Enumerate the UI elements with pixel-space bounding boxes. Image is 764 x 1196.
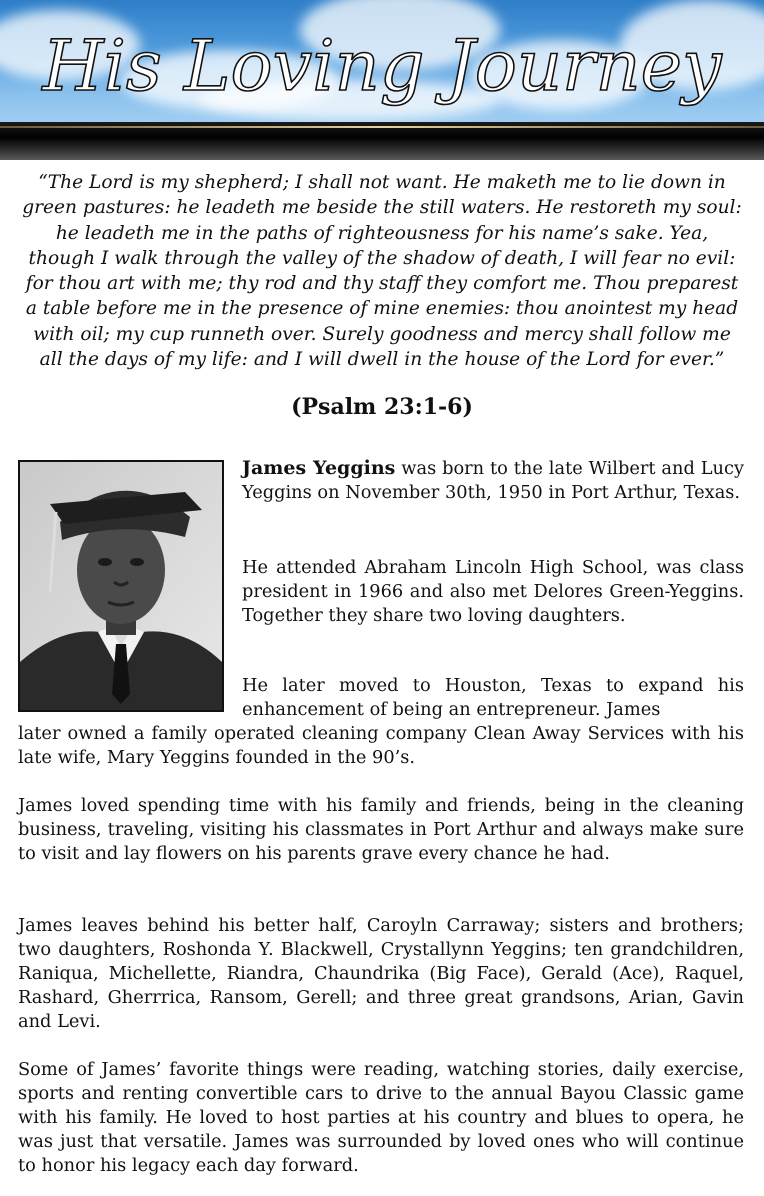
psalm-reference: (Psalm 23:1-6) <box>291 394 473 420</box>
bio-paragraph-1: James Yeggins was born to the late Wilbert and Lucy Yeggins on November 30th, 1950 in Port Arthur, Texas. <box>242 457 745 503</box>
bio-paragraph-3b: later owned a family operated cleaning company Clean Away Services with his late wife, Mary Yeggins founded in the 90’s. <box>18 723 744 768</box>
header-band <box>0 122 764 160</box>
header-title <box>0 8 764 120</box>
bio-paragraph-4: James loved spending time with his family and friends, being in the cleaning business, traveling, visiting his classmates in Port Arthur and always make sure to visit and lay flowers on his parents grave every chance he had. <box>18 795 744 864</box>
deceased-name: James Yeggins <box>242 457 396 479</box>
header-banner <box>0 0 764 160</box>
bio-paragraph-5: James leaves behind his better half, Caroyln Carraway; sisters and brothers; two daughters, Roshonda Y. Blackwell, Crystallynn Yeggins; ten grandchildren, Raniqua, Michellette, Riandra, Chaundrika (Big Face), Gerald (Ace), Raquel, Rashard, Gherrrica, Ransom, Gerell; and three great grandsons, Arian, Gavin and Levi. <box>18 915 744 1032</box>
svg-text:His Loving Journey: His Loving Journey <box>42 25 722 107</box>
bio-paragraph-3a: He later moved to Houston, Texas to expand his enhancement of being an entrepreneur. James <box>242 675 744 720</box>
portrait-photo <box>18 460 224 712</box>
bio-paragraph-6: Some of James’ favorite things were reading, watching stories, daily exercise, sports and renting convertible cars to drive to the annual Bayou Classic game with his family. He loved to host parties at his country and blues to opera, he was just that versatile. James was surrounded by loved ones who will continue to honor his legacy each day forward. <box>18 1059 744 1176</box>
psalm-quote: “The Lord is my shepherd; I shall not want. He maketh me to lie down in green pastures: he leadeth me beside the still waters. He restoreth my soul: he leadeth me in the paths of righteousness for his name’s sake. Yea, though I walk through the valley of the shadow of death, I will fear no evil: for thou art with me; thy rod and thy staff they comfort me. Thou preparest a table before me in the presence of mine enemies: thou anointest my head with oil; my cup runneth over. Surely goodness and mercy shall follow me all the days of my life: and I will dwell in the house of the Lord for ever.” <box>22 172 742 371</box>
bio-paragraph-2: He attended Abraham Lincoln High School, was class president in 1966 and also met Delores Green-Yeggins. Together they share two loving daughters. <box>242 557 744 626</box>
